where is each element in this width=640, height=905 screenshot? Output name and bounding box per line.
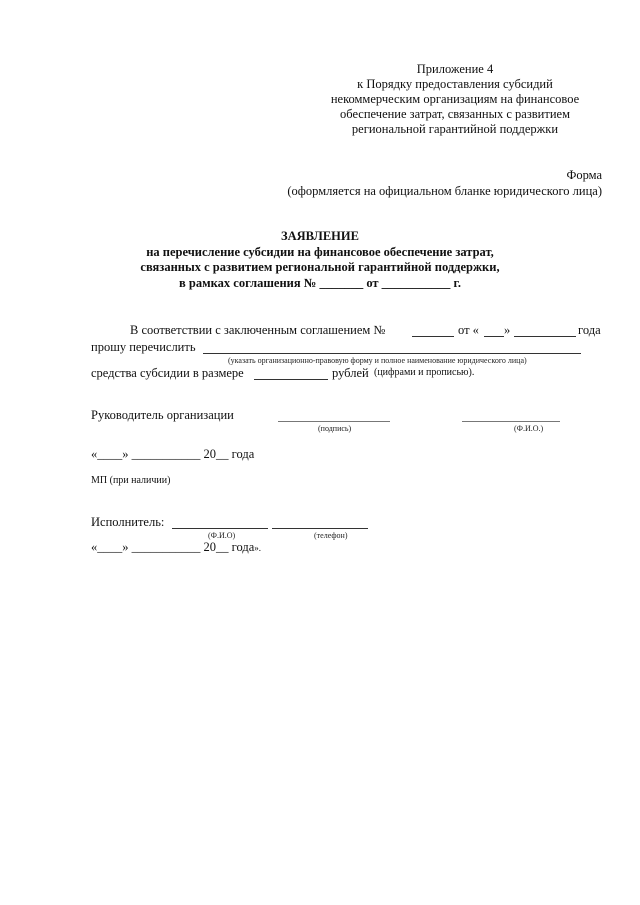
stamp-label: МП (при наличии) xyxy=(91,475,171,486)
executor-date-end: ». xyxy=(254,543,261,553)
organization-name-field[interactable] xyxy=(203,353,581,354)
amount-hint: (цифрами и прописью). xyxy=(374,367,475,378)
executor-date xyxy=(91,540,261,556)
form-note: (оформляется на официальном бланке юридического лица) xyxy=(287,184,602,198)
amount-prefix: средства субсидии в размере xyxy=(91,366,244,380)
appendix-line: региональной гарантийной поддержки xyxy=(351,122,559,136)
executor-label: Исполнитель: xyxy=(91,515,165,529)
appendix-line: обеспечение затрат, связанных с развитием xyxy=(340,107,570,121)
document-title xyxy=(140,229,500,291)
para-ot: от « xyxy=(458,323,479,337)
request-label: прошу перечислить xyxy=(91,340,196,354)
signature-field[interactable] xyxy=(278,421,390,422)
request-hint: (указать организационно-правовую форму и полное наименование юридического лица) xyxy=(228,356,527,365)
executor-fio-field[interactable] xyxy=(172,528,268,529)
title-line: в рамках соглашения № _______ от ___________ г. xyxy=(179,275,461,290)
form-label: Форма xyxy=(566,168,602,182)
executor-phone-hint: (телефон) xyxy=(314,531,348,540)
signature-hint: (подпись) xyxy=(318,424,352,433)
appendix-block xyxy=(300,62,610,137)
title-heading: ЗАЯВЛЕНИЕ xyxy=(281,229,359,243)
appendix-line: некоммерческим организациям на финансовое xyxy=(330,92,580,106)
agreement-number-field[interactable] xyxy=(412,336,454,337)
signature-date: «____» ___________ 20__ года xyxy=(91,447,255,461)
amount-suffix: рублей xyxy=(332,366,369,380)
signature-fio-hint: (Ф.И.О.) xyxy=(514,424,544,433)
para-quote: » xyxy=(504,323,511,337)
title-line: связанных с развитием региональной гарантийной поддержки, xyxy=(140,260,500,274)
agreement-month-field[interactable] xyxy=(514,336,576,337)
agreement-day-field[interactable] xyxy=(484,336,504,337)
amount-field[interactable] xyxy=(254,379,328,380)
para-goda: года xyxy=(578,323,601,337)
executor-fio-hint: (Ф.И.О) xyxy=(208,531,236,540)
signature-label: Руководитель организации xyxy=(91,408,234,422)
executor-date-text: «____» ___________ 20__ года xyxy=(91,540,255,554)
title-line: на перечисление субсидии на финансовое обеспечение затрат, xyxy=(146,244,494,259)
appendix-line: Приложение 4 xyxy=(416,62,494,76)
appendix-line: к Порядку предоставления субсидий xyxy=(357,77,553,91)
signature-fio-field[interactable] xyxy=(462,421,560,422)
para-start: В соответствии с заключенным соглашением № xyxy=(130,323,386,337)
executor-phone-field[interactable] xyxy=(272,528,368,529)
